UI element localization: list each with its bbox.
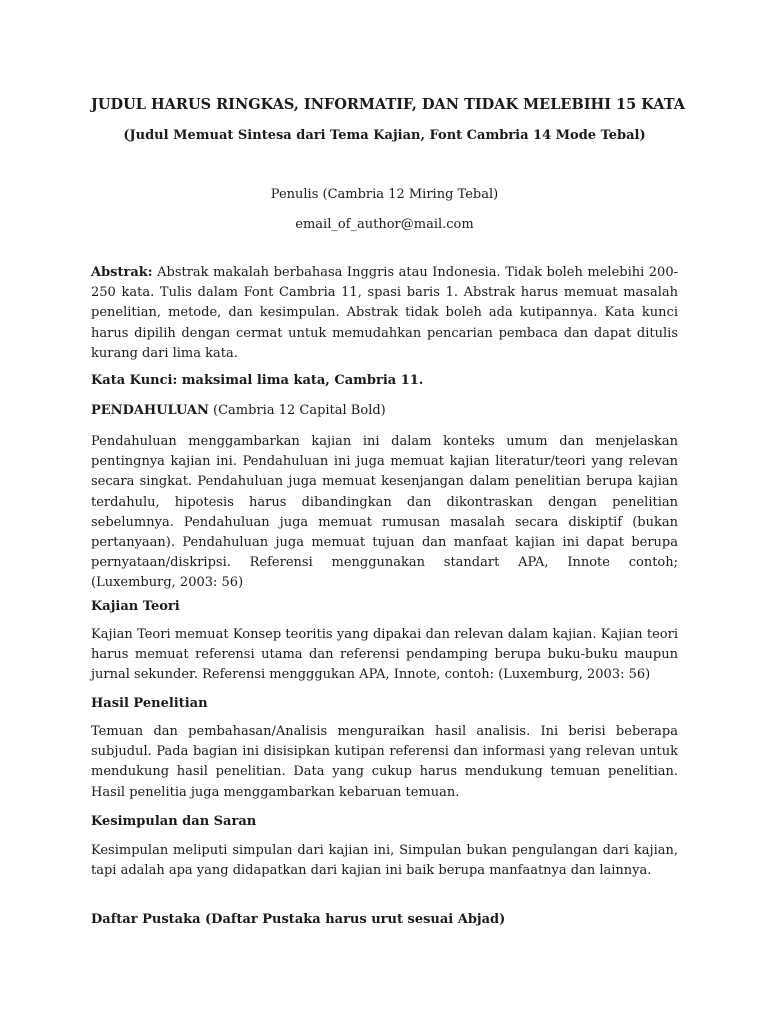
author-line: Penulis (Cambria 12 Miring Tebal): [270, 187, 499, 202]
author-email: email_of_author@mail.com: [295, 217, 474, 232]
abstract-text: Abstrak makalah berbahasa Inggris atau Indonesia. Tidak boleh melebihi 200-250 kata. Tulis dalam Font Cambria 11, spasi baris 1. Abstrak harus memuat masalah penelitian, metode, dan kesimpulan. Abstrak tidak boleh ada kutipannya. Kata kunci harus dipilih dengan cermat untuk memudahkan pencarian pembaca dan dapat ditulis kurang dari lima kata.: [91, 265, 678, 361]
document-subtitle: (Judul Memuat Sintesa dari Tema Kajian, Font Cambria 14 Mode Tebal): [123, 128, 646, 143]
introduction-heading-line: [91, 401, 678, 421]
results-paragraph: Temuan dan pembahasan/Analisis menguraikan hasil analisis. Ini berisi beberapa subjudul. Pada bagian ini disisipkan kutipan referensi dan informasi yang relevan untuk mendukung hasil penelitian. Data yang cukup harus mendukung temuan penelitian. Hasil penelitia juga menggambarkan kebaruan temuan.: [91, 724, 678, 800]
conclusion-paragraph: Kesimpulan meliputi simpulan dari kajian ini, Simpulan bukan pengulangan dari kajian, tapi adalah apa yang didapatkan dari kajian ini baik berupa manfaatnya dan lainnya.: [91, 843, 678, 879]
introduction-paragraph: Pendahuluan menggambarkan kajian ini dalam konteks umum dan menjelaskan pentingnya kajian ini. Pendahuluan ini juga memuat kajian literatur/teori yang relevan secara singkat. Pendahuluan juga memuat kesenjangan dalam penelitian berupa kajian terdahulu, hipotesis harus dibandingkan dan dikontraskan dengan penelitian sebelumnya. Pendahuluan juga memuat rumusan masalah secara diskiptif (bukan pertanyaan). Pendahuluan juga memuat tujuan dan manfaat kajian ini dapat berupa pernyataan/diskripsi. Referensi menggunakan standart APA, Innote contoh; (Luxemburg, 2003: 56): [91, 434, 678, 591]
abstract-label: Abstrak:: [91, 265, 153, 280]
results-heading: Hasil Penelitian: [91, 696, 208, 711]
introduction-heading: PENDAHULUAN: [91, 403, 209, 418]
document-title: JUDUL HARUS RINGKAS, INFORMATIF, DAN TIDAK MELEBIHI 15 KATA: [91, 96, 685, 113]
introduction-heading-note: (Cambria 12 Capital Bold): [208, 403, 386, 418]
conclusion-heading: Kesimpulan dan Saran: [91, 814, 257, 829]
theory-paragraph: Kajian Teori memuat Konsep teoritis yang dipakai dan relevan dalam kajian. Kajian teori harus memuat referensi utama dan referensi pendamping berupa buku-buku maupun jurnal sekunder. Referensi mengggukan APA, Innote, contoh: (Luxemburg, 2003: 56): [91, 627, 678, 683]
abstract-paragraph: [91, 263, 678, 364]
references-heading: Daftar Pustaka (Daftar Pustaka harus urut sesuai Abjad): [91, 912, 506, 927]
keywords-line: Kata Kunci: maksimal lima kata, Cambria 11.: [91, 373, 424, 388]
theory-heading: Kajian Teori: [91, 599, 180, 614]
